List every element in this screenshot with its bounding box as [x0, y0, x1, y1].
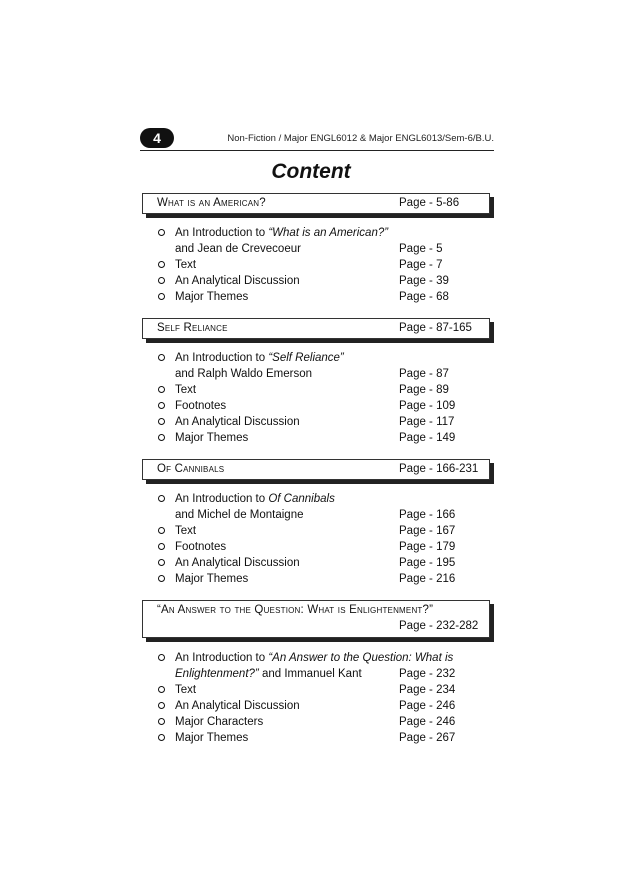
list-item: [158, 491, 498, 507]
entry-label: and Immanuel Kant: [258, 668, 362, 680]
entry-page: Page - 267: [399, 732, 456, 744]
entry-label: An Analytical Discussion: [175, 416, 300, 428]
entry-page: Page - 179: [399, 541, 456, 553]
section-header-enlightenment: [142, 600, 490, 638]
entry-italic-title: Enlightenment?”: [175, 668, 259, 680]
entry-label: An Introduction to: [175, 493, 269, 505]
entry-label: An Analytical Discussion: [175, 275, 300, 287]
entry-label: Major Themes: [175, 732, 249, 744]
list-item: [158, 398, 498, 414]
entry-label: An Introduction to: [175, 227, 269, 239]
list-item: [158, 414, 498, 430]
bullet-icon: [158, 575, 165, 582]
entry-label: Footnotes: [175, 541, 227, 553]
list-item: [158, 430, 498, 446]
list-item: [158, 714, 498, 730]
bullet-icon: [158, 495, 165, 502]
entry-page: Page - 5: [399, 243, 443, 255]
bullet-icon: [158, 277, 165, 284]
section-page-range: Page - 166-231: [399, 463, 479, 475]
entry-list-enlightenment: [158, 650, 498, 746]
entry-page: Page - 216: [399, 573, 456, 585]
list-item: [158, 650, 498, 666]
entry-page: Page - 7: [399, 259, 443, 271]
list-item: [158, 539, 498, 555]
entry-page: Page - 117: [399, 416, 455, 428]
entry-page: Page - 232: [399, 668, 456, 680]
running-title: Non-Fiction / Major ENGL6012 & Major ENGL6013/Sem-6/B.U.: [227, 133, 494, 144]
entry-label: Major Themes: [175, 432, 249, 444]
list-item: [158, 555, 498, 571]
bullet-icon: [158, 434, 165, 441]
bullet-icon: [158, 654, 165, 661]
entry-list-self-reliance: [158, 350, 498, 446]
section-page-range: Page - 87-165: [399, 322, 472, 334]
bullet-icon: [158, 293, 165, 300]
entry-label: and Michel de Montaigne: [175, 509, 304, 521]
bullet-icon: [158, 718, 165, 725]
entry-page: Page - 167: [399, 525, 456, 537]
entry-italic-title: “An Answer to the Question: What is: [268, 652, 454, 664]
entry-label: Major Themes: [175, 291, 249, 303]
entry-page: Page - 195: [399, 557, 456, 569]
bullet-icon: [158, 418, 165, 425]
bullet-icon: [158, 261, 165, 268]
section-header-american: [142, 193, 490, 214]
entry-italic-title: “What is an American?”: [268, 227, 389, 239]
entry-page: Page - 246: [399, 700, 456, 712]
bullet-icon: [158, 686, 165, 693]
running-header: [140, 128, 494, 151]
entry-label: Text: [175, 525, 197, 537]
entry-page: Page - 87: [399, 368, 449, 380]
page-number-badge: 4: [140, 128, 174, 148]
list-item: [158, 350, 498, 366]
page-title: Content: [271, 160, 351, 183]
entry-label: Text: [175, 259, 197, 271]
entry-label: and Jean de Crevecoeur: [175, 243, 301, 255]
bullet-icon: [158, 402, 165, 409]
entry-list-of-cannibals: [158, 491, 498, 587]
entry-label: An Analytical Discussion: [175, 557, 300, 569]
entry-label: and Ralph Waldo Emerson: [175, 368, 313, 380]
list-item: [158, 523, 498, 539]
section-title: What is an American?: [157, 197, 266, 209]
entry-label: Text: [175, 684, 197, 696]
entry-page: Page - 234: [399, 684, 456, 696]
entry-italic-title: “Self Reliance”: [268, 352, 344, 364]
entry-page: Page - 109: [399, 400, 456, 412]
section-title: Of Cannibals: [157, 463, 225, 475]
entry-page: Page - 89: [399, 384, 449, 396]
entry-page: Page - 68: [399, 291, 449, 303]
bullet-icon: [158, 559, 165, 566]
list-item: [158, 366, 498, 382]
entry-label: An Introduction to: [175, 352, 269, 364]
entry-label: Footnotes: [175, 400, 227, 412]
list-item: [158, 507, 498, 523]
section-header-of-cannibals: [142, 459, 490, 480]
bullet-icon: [158, 229, 165, 236]
entry-page: Page - 246: [399, 716, 456, 728]
bullet-icon: [158, 527, 165, 534]
bullet-icon: [158, 354, 165, 361]
entry-list-american: [158, 225, 498, 305]
list-item: [158, 273, 498, 289]
section-header-self-reliance: [142, 318, 490, 339]
bullet-icon: [158, 386, 165, 393]
list-item: [158, 382, 498, 398]
list-item: [158, 225, 498, 241]
entry-label: An Analytical Discussion: [175, 700, 300, 712]
section-title: Self Reliance: [157, 322, 228, 334]
list-item: [158, 730, 498, 746]
entry-page: Page - 149: [399, 432, 456, 444]
entry-label: Major Characters: [175, 716, 264, 728]
list-item: [158, 571, 498, 587]
list-item: [158, 682, 498, 698]
section-title: “An Answer to the Question: What is Enlightenment?”: [157, 604, 434, 616]
list-item: [158, 698, 498, 714]
section-page-range: Page - 232-282: [399, 620, 479, 632]
section-page-range: Page - 5-86: [399, 197, 460, 209]
list-item: [158, 666, 498, 682]
entry-label: Text: [175, 384, 197, 396]
entry-page: Page - 39: [399, 275, 449, 287]
bullet-icon: [158, 734, 165, 741]
bullet-icon: [158, 543, 165, 550]
entry-label: An Introduction to: [175, 652, 269, 664]
list-item: [158, 241, 498, 257]
list-item: [158, 289, 498, 305]
list-item: [158, 257, 498, 273]
bullet-icon: [158, 702, 165, 709]
entry-italic-title: Of Cannibals: [268, 493, 335, 505]
entry-page: Page - 166: [399, 509, 456, 521]
entry-label: Major Themes: [175, 573, 249, 585]
